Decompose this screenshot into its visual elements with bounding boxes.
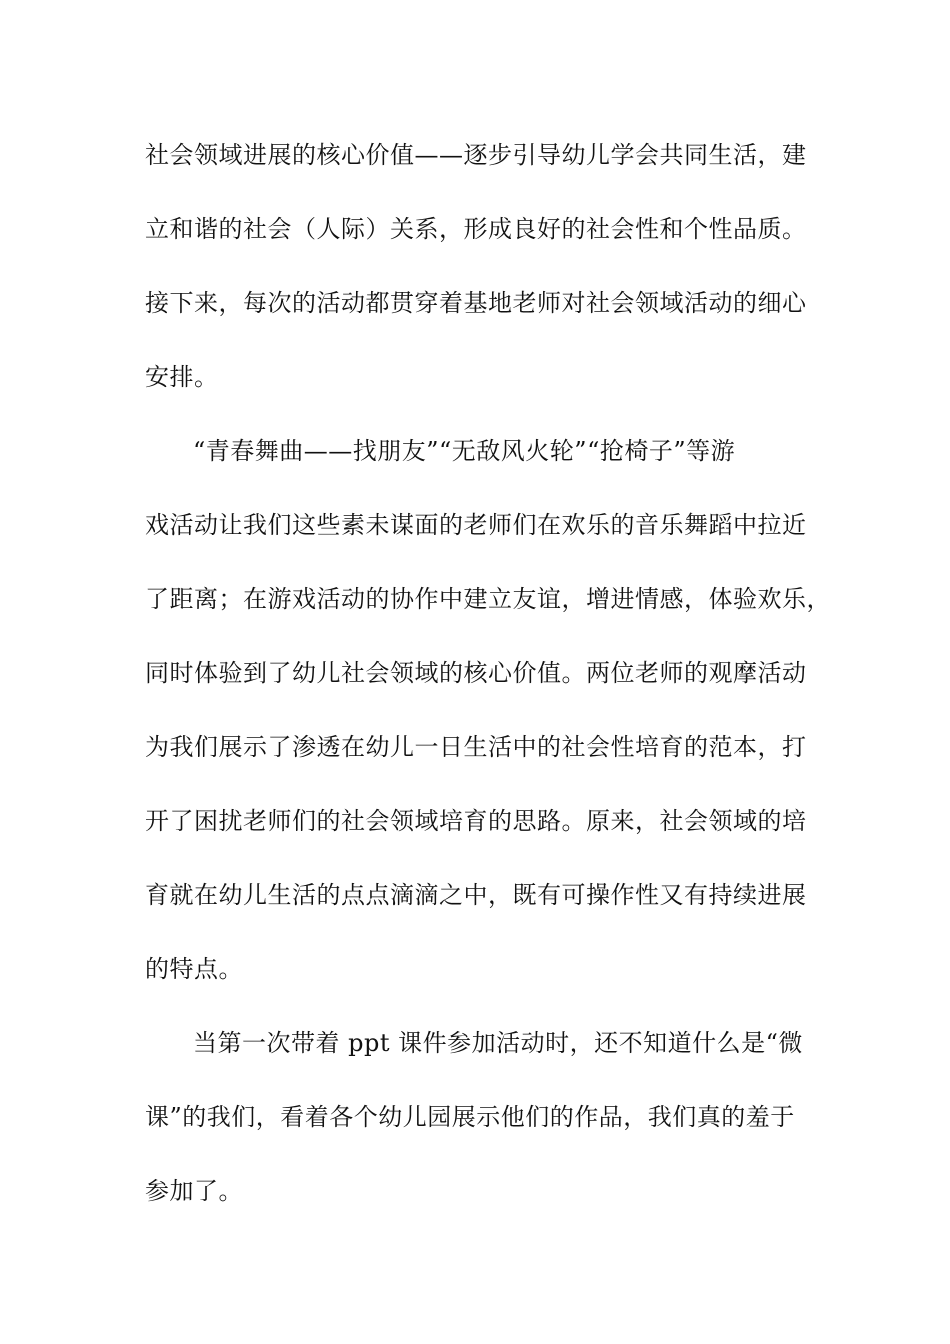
text-line: 社会领域进展的核心价值——逐步引导幼儿学会共同生活，建 (145, 141, 807, 169)
text-line: 同时体验到了幼儿社会领域的核心价值。两位老师的观摩活动 (145, 659, 807, 687)
text-line: 安排。 (145, 363, 219, 391)
text-line: 课”的我们，看着各个幼儿园展示他们的作品，我们真的羞于 (145, 1103, 795, 1131)
text-line: “青春舞曲——找朋友”“无敌风火轮”“抢椅子”等游 (193, 437, 736, 465)
text-line: 接下来，每次的活动都贯穿着基地老师对社会领域活动的细心 (145, 289, 807, 317)
text-line: 开了困扰老师们的社会领域培育的思路。原来，社会领域的培 (145, 807, 807, 835)
text-line: 育就在幼儿生活的点点滴滴之中，既有可操作性又有持续进展 (145, 881, 807, 909)
text-line: 为我们展示了渗透在幼儿一日生活中的社会性培育的范本，打 (145, 733, 807, 761)
text-line: 戏活动让我们这些素未谋面的老师们在欢乐的音乐舞蹈中拉近 (145, 511, 807, 539)
text-line: 的特点。 (145, 955, 243, 983)
text-line: 了距离；在游戏活动的协作中建立友谊，增进情感，体验欢乐， (145, 585, 831, 613)
text-line: 参加了。 (145, 1177, 243, 1205)
body-text (145, 118, 831, 1228)
text-line: 立和谐的社会（人际）关系，形成良好的社会性和个性品质。 (145, 215, 807, 243)
text-line: 当第一次带着 ppt 课件参加活动时，还不知道什么是“微 (193, 1029, 803, 1057)
